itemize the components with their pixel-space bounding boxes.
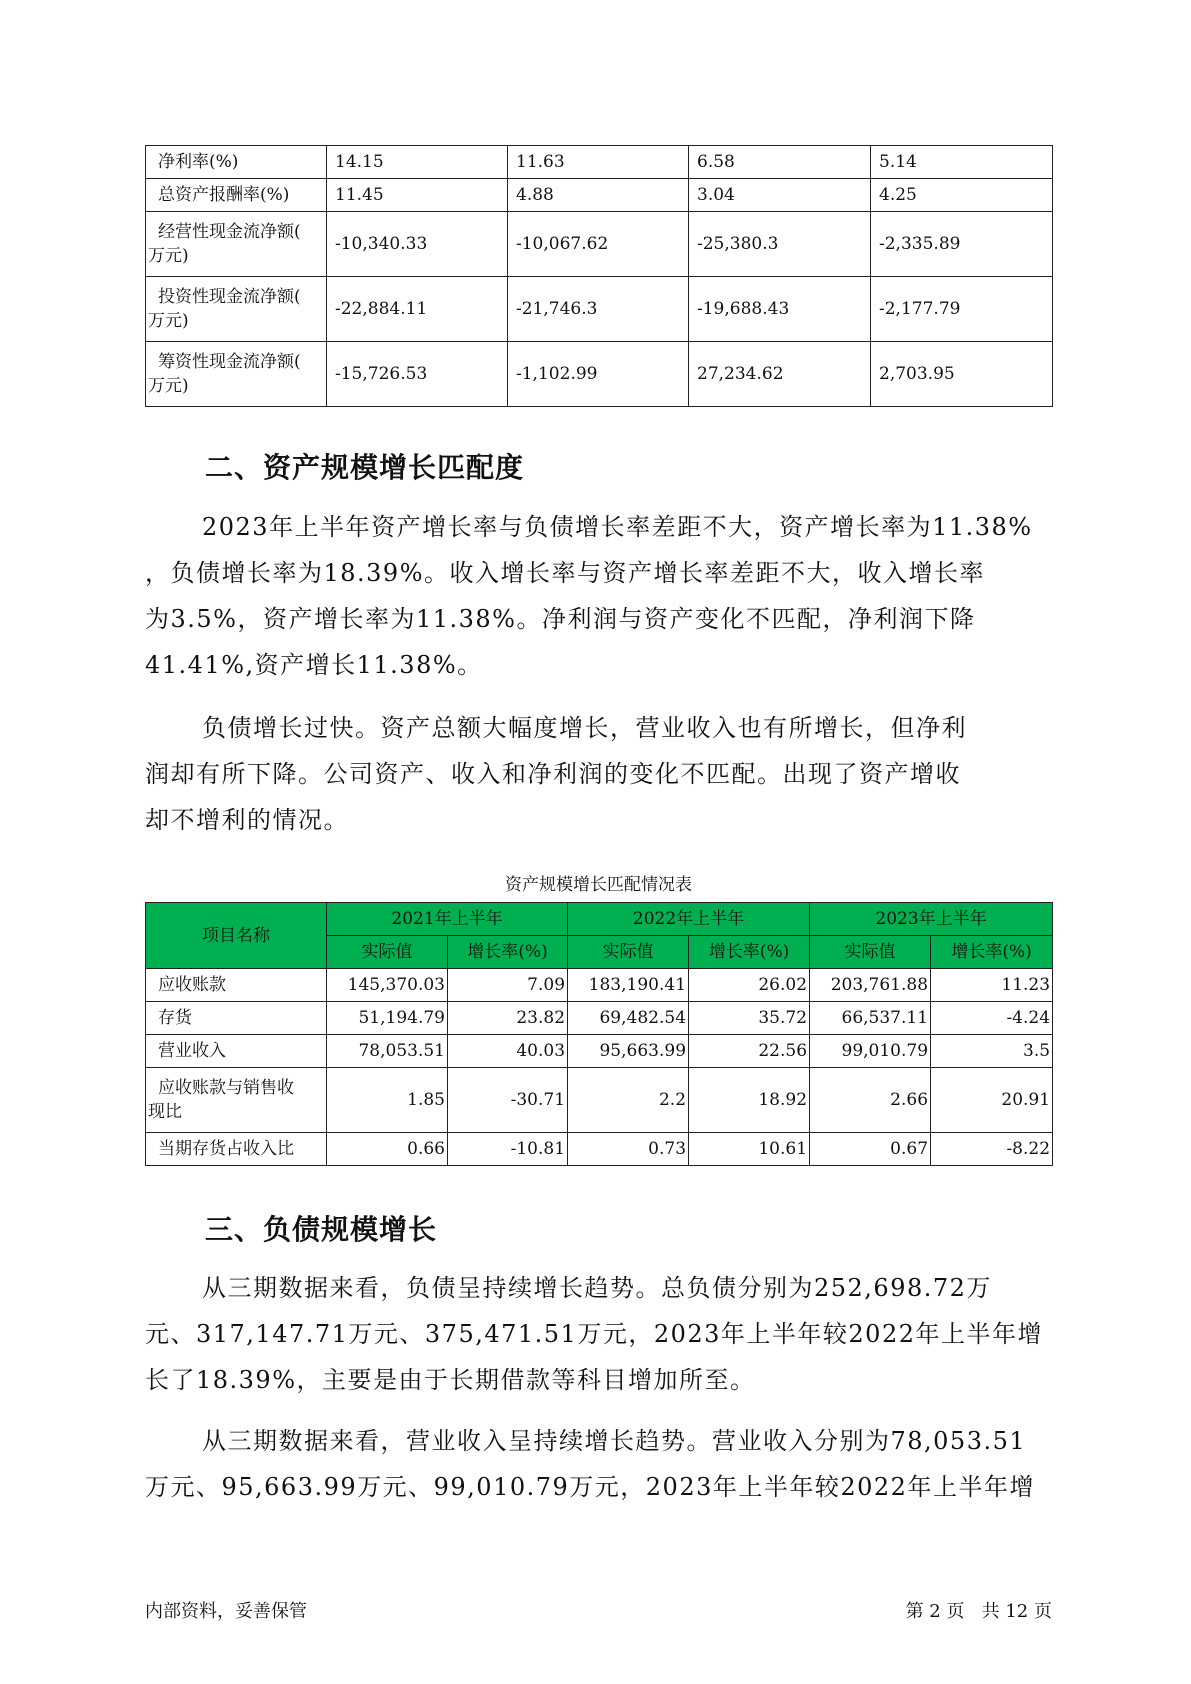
table-cell: 0.66	[327, 1133, 448, 1166]
text-line: 长了18.39%，主要是由于长期借款等科目增加所至。	[145, 1366, 756, 1394]
row-label-line2: 现比	[148, 1102, 182, 1122]
table-cell: 0.73	[568, 1133, 689, 1166]
table-cell: 40.03	[448, 1035, 568, 1068]
table-cell: -1,102.99	[508, 342, 689, 407]
row-label: 存货	[146, 1002, 327, 1035]
row-label-line2: 万元)	[148, 376, 189, 396]
row-label: 总资产报酬率(%)	[146, 179, 327, 212]
row-label-line2: 万元)	[148, 311, 189, 331]
table-cell: -22,884.11	[327, 277, 508, 342]
text-line: 负债增长过快。资产总额大幅度增长，营业收入也有所增长，但净利	[202, 714, 967, 742]
table-cell: 3.04	[689, 179, 871, 212]
text-line: 2023年上半年资产增长率与负债增长率差距不大，资产增长率为11.38%	[202, 513, 1033, 541]
table-row	[146, 212, 1053, 277]
asset-growth-match-table	[145, 902, 1053, 1166]
table-row	[146, 1068, 1053, 1133]
table-row	[146, 277, 1053, 342]
table-cell: 95,663.99	[568, 1035, 689, 1068]
table-cell: 51,194.79	[327, 1002, 448, 1035]
row-label: 营业收入	[146, 1035, 327, 1068]
table-cell: 11.23	[931, 969, 1053, 1002]
row-label: 应收账款	[146, 969, 327, 1002]
table-cell: -19,688.43	[689, 277, 871, 342]
table-row	[146, 1133, 1053, 1166]
table-cell: 4.88	[508, 179, 689, 212]
table-cell: -30.71	[448, 1068, 568, 1133]
paragraph	[145, 504, 1080, 688]
table-row	[146, 146, 1053, 179]
table-row	[146, 969, 1053, 1002]
text-line: 41.41%,资产增长11.38%。	[145, 651, 483, 679]
footer-confidential-note: 内部资料，妥善保管	[145, 1601, 307, 1622]
section-heading: 三、负债规模增长	[205, 1213, 438, 1246]
row-label	[146, 342, 327, 407]
table-cell: 6.58	[689, 146, 871, 179]
table-cell: 2.66	[810, 1068, 931, 1133]
table-cell: 22.56	[689, 1035, 810, 1068]
row-label	[146, 212, 327, 277]
paragraph	[145, 705, 1080, 843]
table-cell: 20.91	[931, 1068, 1053, 1133]
table-cell: 3.5	[931, 1035, 1053, 1068]
row-label-line1: 投资性现金流净额(	[158, 287, 301, 307]
table-cell: -25,380.3	[689, 212, 871, 277]
text-line: 却不增利的情况。	[145, 806, 349, 834]
table-row	[146, 1002, 1053, 1035]
column-header: 增长率(%)	[448, 936, 568, 969]
table-cell: 0.67	[810, 1133, 931, 1166]
table-cell: 203,761.88	[810, 969, 931, 1002]
paragraph	[145, 1418, 1080, 1510]
column-header: 实际值	[568, 936, 689, 969]
table-cell: 26.02	[689, 969, 810, 1002]
row-label	[146, 1068, 327, 1133]
table-cell: -8.22	[931, 1133, 1053, 1166]
table-cell: 145,370.03	[327, 969, 448, 1002]
paragraph	[145, 1265, 1080, 1403]
column-header: 项目名称	[146, 903, 327, 969]
table-cell: -2,177.79	[871, 277, 1053, 342]
footer-page-number: 第 2 页 共 12 页	[905, 1601, 1052, 1622]
column-header: 增长率(%)	[689, 936, 810, 969]
table-row	[146, 1035, 1053, 1068]
row-label: 净利率(%)	[146, 146, 327, 179]
table-cell: 27,234.62	[689, 342, 871, 407]
table-cell: 14.15	[327, 146, 508, 179]
row-label-line1: 筹资性现金流净额(	[158, 352, 301, 372]
table-row	[146, 342, 1053, 407]
table-cell: -10,340.33	[327, 212, 508, 277]
table-cell: 10.61	[689, 1133, 810, 1166]
table-cell: 11.45	[327, 179, 508, 212]
text-line: 从三期数据来看，负债呈持续增长趋势。总负债分别为252,698.72万	[202, 1274, 992, 1302]
text-line: 元、317,147.71万元、375,471.51万元，2023年上半年较2022年上半年增	[145, 1320, 1043, 1348]
table-row	[146, 179, 1053, 212]
table-cell: 11.63	[508, 146, 689, 179]
text-line: 从三期数据来看，营业收入呈持续增长趋势。营业收入分别为78,053.51	[202, 1427, 1027, 1455]
table-caption: 资产规模增长匹配情况表	[505, 875, 692, 895]
table-cell: 69,482.54	[568, 1002, 689, 1035]
period-header: 2021年上半年	[327, 903, 568, 936]
table-cell: 2,703.95	[871, 342, 1053, 407]
table-cell: 7.09	[448, 969, 568, 1002]
table-cell: 35.72	[689, 1002, 810, 1035]
table-cell: -15,726.53	[327, 342, 508, 407]
table-cell: 78,053.51	[327, 1035, 448, 1068]
table-cell: -2,335.89	[871, 212, 1053, 277]
table-cell: 1.85	[327, 1068, 448, 1133]
financial-indicators-table	[145, 145, 1053, 407]
period-header: 2022年上半年	[568, 903, 810, 936]
section-heading: 二、资产规模增长匹配度	[205, 451, 525, 484]
row-label-line2: 万元)	[148, 246, 189, 266]
table-cell: -21,746.3	[508, 277, 689, 342]
text-line: ，负债增长率为18.39%。收入增长率与资产增长率差距不大，收入增长率	[145, 559, 986, 587]
table-cell: 99,010.79	[810, 1035, 931, 1068]
table-cell: -4.24	[931, 1002, 1053, 1035]
column-header: 增长率(%)	[931, 936, 1053, 969]
table-cell: 23.82	[448, 1002, 568, 1035]
row-label: 当期存货占收入比	[146, 1133, 327, 1166]
column-header: 实际值	[810, 936, 931, 969]
row-label	[146, 277, 327, 342]
row-label-line1: 应收账款与销售收	[158, 1078, 294, 1098]
table-cell: 183,190.41	[568, 969, 689, 1002]
table-cell: -10.81	[448, 1133, 568, 1166]
table-cell: 66,537.11	[810, 1002, 931, 1035]
period-header: 2023年上半年	[810, 903, 1053, 936]
text-line: 润却有所下降。公司资产、收入和净利润的变化不匹配。出现了资产增收	[145, 760, 961, 788]
table-header-row	[146, 903, 1053, 936]
table-cell: 4.25	[871, 179, 1053, 212]
table-cell: 18.92	[689, 1068, 810, 1133]
row-label-line1: 经营性现金流净额(	[158, 222, 301, 242]
text-line: 万元、95,663.99万元、99,010.79万元，2023年上半年较2022年上半年增	[145, 1473, 1035, 1501]
column-header: 实际值	[327, 936, 448, 969]
table-cell: 2.2	[568, 1068, 689, 1133]
table-cell: 5.14	[871, 146, 1053, 179]
text-line: 为3.5%，资产增长率为11.38%。净利润与资产变化不匹配，净利润下降	[145, 605, 976, 633]
table-cell: -10,067.62	[508, 212, 689, 277]
